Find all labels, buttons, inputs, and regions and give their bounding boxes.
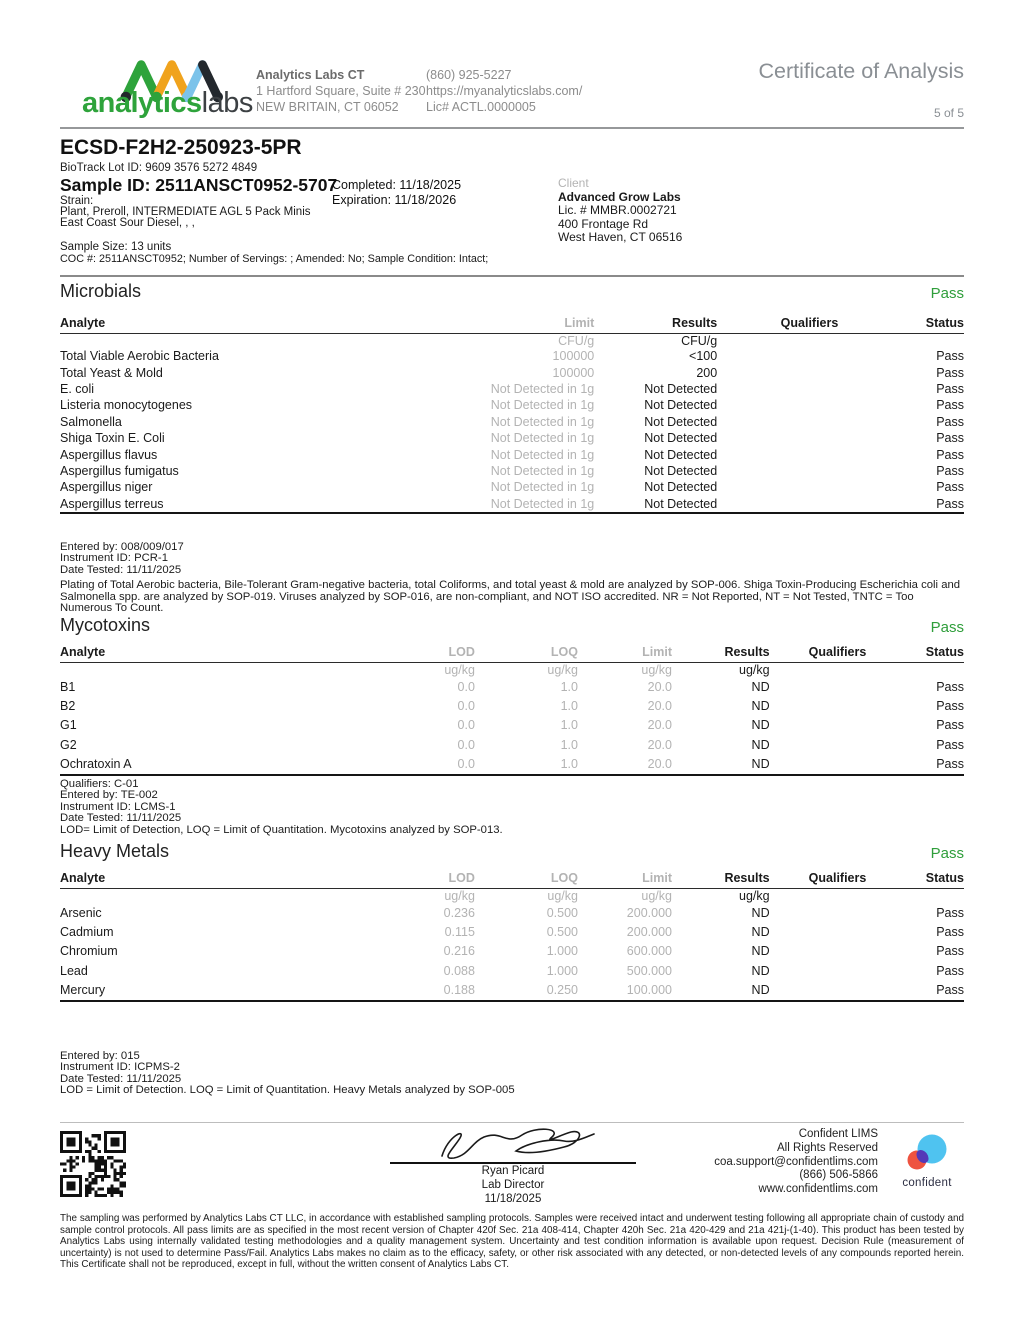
- section-mycotoxins: [60, 614, 964, 836]
- heavy-metals-row: Lead 0.088 1.000 500.000 ND Pass: [60, 963, 964, 978]
- lab-phone: (860) 925-5227: [426, 68, 512, 82]
- mycotoxins-notes: [60, 779, 964, 836]
- batch-title: ECSD-F2H2-250923-5PR: [60, 136, 302, 159]
- mycotoxins-header: [60, 614, 964, 636]
- lims-email: coa.support@confidentlims.com: [714, 1155, 878, 1168]
- completed-date: Completed: 11/18/2025: [332, 178, 462, 192]
- mycotoxins-title: Mycotoxins: [60, 615, 151, 635]
- microbials-row: Aspergillus terreus Not Detected in 1g Not Detected Pass: [60, 496, 964, 511]
- lims-site: www.confidentlims.com: [758, 1183, 878, 1196]
- microbials-header: [60, 280, 964, 302]
- section-microbials: [60, 280, 964, 615]
- microbials-row: Total Viable Aerobic Bacteria 100000 <100 Pass: [60, 349, 964, 364]
- heavy-metals-row: Cadmium 0.115 0.500 200.000 ND Pass: [60, 925, 964, 940]
- heavy-metals-row: Chromium 0.216 1.000 600.000 ND Pass: [60, 944, 964, 959]
- mycotoxins-units-row: ug/kg ug/kg ug/kg ug/kg: [444, 663, 770, 677]
- note-line: Entered by: 008/009/017: [60, 540, 184, 553]
- mycotoxins-row: B1 0.0 1.0 20.0 ND Pass: [60, 679, 964, 694]
- microbials-row: Listeria monocytogenes Not Detected in 1g Not Detected Pass: [60, 398, 964, 413]
- note-line: LOD = Limit of Detection. LOQ = Limit of Quantitation. Heavy Metals analyzed by SOP-005: [60, 1084, 515, 1097]
- note-line: LOD= Limit of Detection, LOQ = Limit of Quantitation. Mycotoxins analyzed by SOP-013.: [60, 823, 503, 836]
- note-line: Entered by: 015: [60, 1049, 140, 1062]
- lims-rights: All Rights Reserved: [777, 1141, 878, 1154]
- sample-size: Sample Size: 13 units: [60, 241, 172, 253]
- note-line: Date Tested: 11/11/2025: [60, 1072, 182, 1085]
- doc-title-block: [758, 59, 964, 120]
- microbials-units-row: CFU/g CFU/g: [558, 334, 718, 348]
- heavy-metals-status-badge: Pass: [930, 845, 964, 862]
- footer-divider: [60, 1122, 964, 1123]
- note-line: Date Tested: 11/11/2025: [60, 812, 182, 825]
- microbials-row: Total Yeast & Mold 100000 200 Pass: [60, 365, 964, 380]
- signature-block: [390, 1124, 636, 1205]
- mycotoxins-row: B2 0.0 1.0 20.0 ND Pass: [60, 699, 964, 714]
- biotrack-lot-id: BioTrack Lot ID: 9609 3576 5272 4849: [60, 162, 258, 174]
- heavy-metals-table: [60, 870, 964, 1002]
- confident-logo: [896, 1133, 958, 1189]
- note-line: Instrument ID: ICPMS-2: [60, 1061, 180, 1074]
- microbials-row: Aspergillus flavus Not Detected in 1g Not Detected Pass: [60, 447, 964, 462]
- note-line: Instrument ID: LCMS-1: [60, 800, 176, 813]
- heavy-metals-row: Arsenic 0.236 0.500 200.000 ND Pass: [60, 905, 964, 920]
- page-indicator: 5 of 5: [933, 106, 964, 120]
- signer-title: Lab Director: [481, 1178, 545, 1191]
- header-divider: [60, 127, 964, 129]
- lab-contact-block: [426, 67, 582, 115]
- client-block: [558, 177, 682, 244]
- client-address2: West Haven, CT 06516: [558, 229, 683, 244]
- mycotoxins-table: [60, 644, 964, 776]
- heavy-metals-column-header-row: Analyte LOD LOQ Limit Results Qualifiers Status: [60, 870, 964, 889]
- microbials-table: [60, 315, 964, 514]
- microbials-row: E. coli Not Detected in 1g Not Detected Pass: [60, 381, 964, 396]
- lab-address-line2: NEW BRITAIN, CT 06052: [256, 100, 399, 114]
- note-line: Date Tested: 11/11/2025: [60, 563, 182, 576]
- heavy-metals-title: Heavy Metals: [60, 841, 170, 861]
- strain-name: East Coast Sour Diesel, , ,: [60, 217, 195, 229]
- signer-name: Ryan Picard: [481, 1165, 545, 1177]
- note-line: Instrument ID: PCR-1: [60, 552, 168, 565]
- qr-code: [60, 1131, 126, 1197]
- note-line: Qualifiers: C-01: [60, 777, 139, 790]
- microbials-status-badge: Pass: [930, 285, 964, 302]
- note-line: Entered by: TE-002: [60, 789, 158, 802]
- mycotoxins-row: G2 0.0 1.0 20.0 ND Pass: [60, 737, 964, 752]
- lims-block: [714, 1128, 878, 1197]
- logo-wordmark: analyticslabs: [82, 87, 253, 119]
- expiration-date: Expiration: 11/18/2026: [332, 192, 457, 207]
- doc-title: Certificate of Analysis: [758, 59, 964, 83]
- heavy-metals-header: [60, 840, 964, 862]
- microbials-row: Aspergillus fumigatus Not Detected in 1g Not Detected Pass: [60, 463, 964, 478]
- client-name: Advanced Grow Labs: [558, 190, 681, 205]
- heavy-metals-notes: [60, 1051, 964, 1097]
- lab-name: Analytics Labs CT: [256, 68, 365, 82]
- microbials-row: Shiga Toxin E. Coli Not Detected in 1g Not Detected Pass: [60, 431, 964, 446]
- lab-address-block: [256, 67, 426, 115]
- sample-info: [60, 136, 964, 274]
- microbials-row: Aspergillus niger Not Detected in 1g Not Detected Pass: [60, 480, 964, 495]
- mycotoxins-row: Ochratoxin A 0.0 1.0 20.0 ND Pass: [60, 757, 964, 772]
- client-label: Client: [558, 176, 589, 190]
- lab-license: Lic# ACTL.0000005: [426, 100, 536, 114]
- client-license: Lic. # MMBR.0002721: [558, 203, 677, 218]
- client-address1: 400 Frontage Rd: [558, 216, 649, 231]
- signature-line: [390, 1162, 636, 1164]
- confident-logo-icon: [904, 1133, 950, 1173]
- coc-line: COC #: 2511ANSCT0952; Number of Servings: ; Amended: No; Sample Condition: Intact;: [60, 253, 489, 265]
- confident-wordmark: confident: [902, 1177, 952, 1189]
- lims-phone: (866) 506-5866: [799, 1169, 878, 1182]
- microbials-title: Microbials: [60, 281, 142, 301]
- lab-website: https://myanalyticslabs.com/: [426, 84, 583, 98]
- sample-matrix: Plant, Preroll, INTERMEDIATE AGL 5 Pack Minis: [60, 206, 311, 218]
- dates-block: [332, 178, 461, 207]
- microbials-row: Salmonella Not Detected in 1g Not Detected Pass: [60, 414, 964, 429]
- header: [60, 55, 964, 127]
- disclaimer-text: The sampling was performed by Analytics Labs CT LLC, in accordance with established sampling protocols. Samples were received intact and underwent testing following all appropriate chain of custody and sample control protocols. All pass limits are as specified in the most recent version of Chapter 420f Sec. 21a 408-414, Chapter 420h Sec. 21a 420-429 and 21a 421j-(1-40). This product has been tested by Analytics Labs using internally validated testing methodologies and a quality management system. Uncertainty and test condition information is available upon request. Decision Rule (measurement of uncertainty) is not used to determine Pass/Fail. Analytics Labs makes no claim as to the efficacy, safety, or other risk associated with any detected, or non-detected levels of any compounds reported herein. This Certificate shall not be reproduced, except in full, without the written consent of Analytics Labs CT.: [60, 1213, 964, 1271]
- lab-address-line1: 1 Hartford Square, Suite # 230: [256, 84, 426, 98]
- heavy-metals-row: Mercury 0.188 0.250 100.000 ND Pass: [60, 983, 964, 998]
- microbials-notes: [60, 542, 964, 576]
- section-divider: [60, 275, 964, 277]
- mycotoxins-column-header-row: Analyte LOD LOQ Limit Results Qualifiers Status: [60, 644, 964, 663]
- section-heavy-metals: [60, 840, 964, 1097]
- mycotoxins-row: G1 0.0 1.0 20.0 ND Pass: [60, 718, 964, 733]
- sample-id: Sample ID: 2511ANSCT0952-5707: [60, 175, 338, 195]
- sign-date: 11/18/2025: [484, 1192, 542, 1205]
- microbials-method-description: Plating of Total Aerobic bacteria, Bile-Tolerant Gram-negative bacteria, total Coliforms, and total yeast & mold are analyzed by SOP-006. Shiga Toxin-Producing Escherichia coli and Salmonella spp. are analyzed by SOP-019. Viruses analyzed by SOP-016, are non-compliant, and NOT ISO accredited. NR = Not Reported, NT = Not Tested, TNTC = Too Numerous To Count.: [60, 579, 961, 615]
- lims-name: Confident LIMS: [798, 1128, 878, 1140]
- mycotoxins-status-badge: Pass: [930, 619, 964, 636]
- heavy-metals-units-row: ug/kg ug/kg ug/kg ug/kg: [444, 889, 770, 903]
- microbials-column-header-row: Analyte Limit Results Qualifiers Status: [60, 315, 964, 334]
- strain-label: Strain:: [60, 195, 94, 207]
